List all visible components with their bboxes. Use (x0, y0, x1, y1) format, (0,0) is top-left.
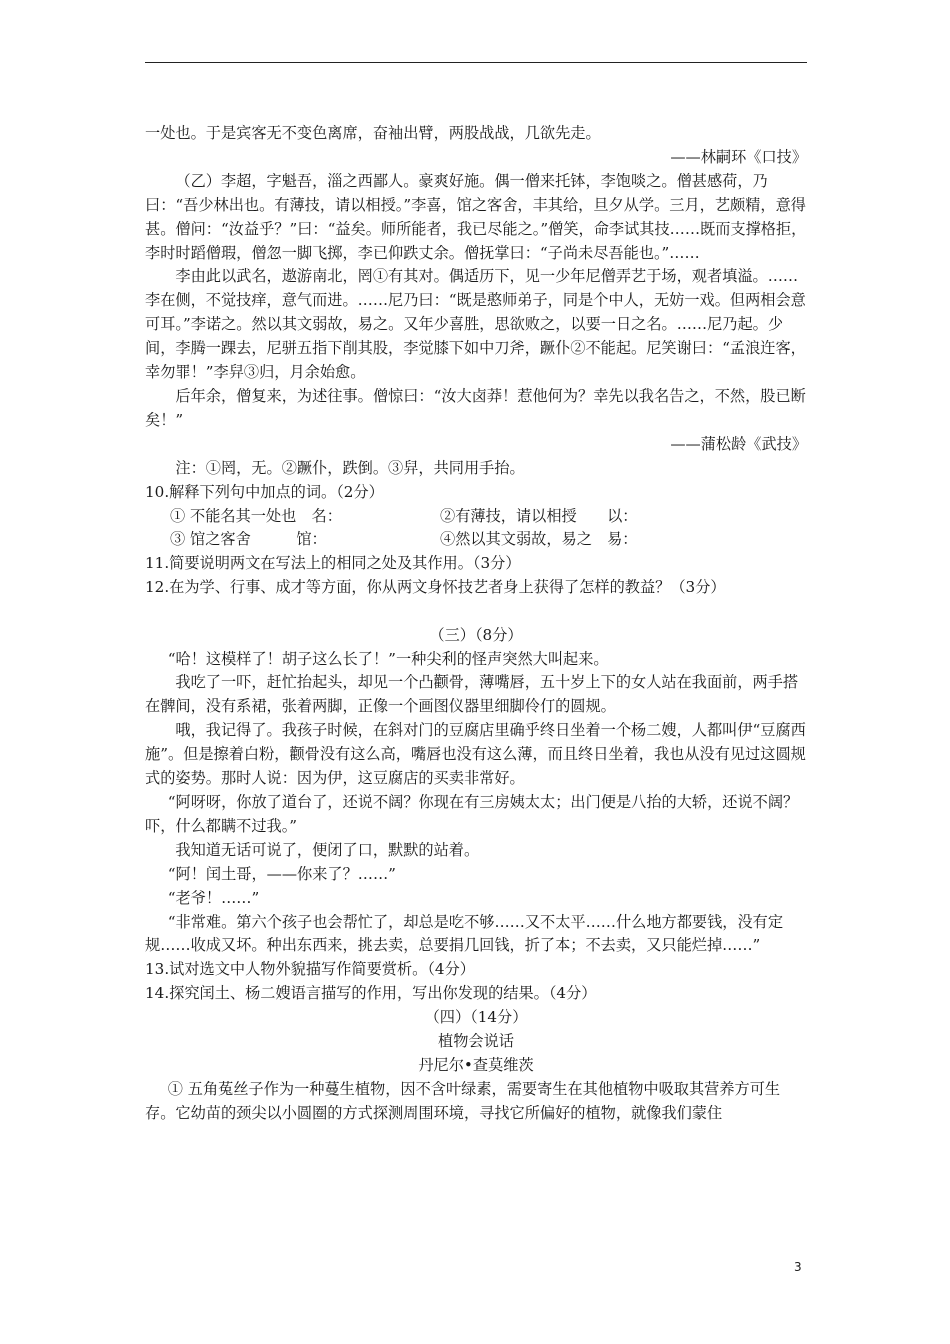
article-author: 丹尼尔•查莫维茨 (418, 1055, 534, 1074)
vocab-item-4: ④然以其文弱故，易之 易： (440, 530, 638, 549)
text-yi-p1: （乙）李超，字魁吾，淄之西鄙人。豪爽好施。偶一僧来托钵，李饱啖之。僧甚感荷，乃曰：“吾少林出也。有薄技，请以相授。”李喜，馆之客舍，丰其给，旦夕从学。三月，艺颇精，意得甚。僧问：“汝益乎？”曰：“益矣。师所能者，我已尽能之。”僧笑，命李试其技……既而支撑格拒，李时时蹈僧瑕，僧忽一脚飞掷，李已仰跌丈余。僧抚掌曰：“子尚未尽吾能也。”…… (145, 171, 807, 262)
text-p1: 一处也。于是宾客无不变色离席，奋袖出臂，两股战战，几欲先走。 (145, 124, 601, 142)
section-3-heading: （三）（8分） (429, 625, 523, 644)
question-10: 10.解释下列句中加点的词。（2分） (145, 482, 384, 501)
guxiang-p3: 哦，我记得了。我孩子时候，在斜对门的豆腐店里确乎终日坐着一个杨二嫂，人都叫伊“豆腐西施”。但是擦着白粉，颧骨没有这么高，嘴唇也没有这么薄，而且终日坐着，我也从没有见过这圆规式的姿势。那时人说：因为伊，这豆腐店的买卖非常好。 (145, 721, 806, 788)
question-12: 12.在为学、行事、成才等方面，你从两文身怀技艺者身上获得了怎样的教益？（3分） (145, 578, 726, 597)
source-wuji: ——蒲松龄《武技》 (670, 434, 807, 453)
article-p1: ① 五角菟丝子作为一种蔓生植物，因不含叶绿素，需要寄生在其他植物中吸取其营养方可生存。它幼苗的颈尖以小圆圈的方式探测周围环境，寻找它所偏好的植物，就像我们蒙住 (145, 1079, 781, 1122)
question-11: 11.简要说明两文在写法上的相同之处及其作用。（3分） (145, 554, 521, 573)
guxiang-p4: “阿呀呀，你放了道台了，还说不阔？你现在有三房姨太太；出门便是八抬的大轿，还说不阔？吓，什么都瞒不过我。” (145, 792, 799, 835)
page-content (145, 122, 807, 1126)
text-yi-p3: 后年余，僧复来，为述往事。僧惊曰：“汝大卤莽！惹他何为？幸先以我名告之，不然，股已断矣！” (145, 386, 806, 429)
section-4-heading: （四）（14分） (424, 1008, 528, 1027)
guxiang-p1: “哈！这模样了！胡子这么长了！”一种尖利的怪声突然大叫起来。 (167, 649, 609, 668)
guxiang-p8: “非常难。第六个孩子也会帮忙了，却总是吃不够……又不太平……什么地方都要钱，没有定规……收成又坏。种出东西来，挑去卖，总要捐几回钱，折了本；不去卖，又只能烂掉……” (145, 912, 784, 955)
vocab-item-2: ②有薄技，请以相授 以： (440, 506, 638, 525)
text-yi-p2: 李由此以武名，遨游南北，罔①有其对。偶适历下，见一少年尼僧弄艺于场，观者填溢。……李在侧，不觉技痒，意气而进。……尼乃曰：“既是憨师弟子，同是个中人，无妨一戏。但两相会意可耳。”李诺之。然以其文弱故，易之。又年少喜胜，思欲败之，以要一日之名。……尼乃起。少间，李腾一踝去，尼骈五指下削其股，李觉膝下如中刀斧，蹶仆②不能起。尼笑谢曰：“孟浪迕客，幸勿罪！”李舁③归，月余始愈。 (145, 267, 806, 382)
header-rule (145, 62, 807, 63)
guxiang-p5: 我知道无话可说了，便闭了口，默默的站着。 (175, 840, 480, 859)
question-14: 14.探究闰土、杨二嫂语言描写的作用，写出你发现的结果。（4分） (145, 984, 597, 1003)
guxiang-p2: 我吃了一吓，赶忙抬起头，却见一个凸颧骨，薄嘴唇，五十岁上下的女人站在我面前，两手搭在髀间，没有系裙，张着两脚，正像一个画图仪器里细脚伶仃的圆规。 (145, 673, 799, 716)
vocab-item-1: ① 不能名其一处也 名： (170, 506, 342, 525)
vocab-grid (145, 505, 807, 553)
article-title: 植物会说话 (438, 1032, 514, 1051)
source-kouji: ——林嗣环《口技》 (670, 147, 807, 166)
notes: 注：①罔，无。②蹶仆，跌倒。③舁，共同用手抬。 (175, 458, 525, 477)
guxiang-p6: “阿！闰土哥，——你来了？……” (167, 864, 396, 883)
page-number: 3 (794, 1260, 802, 1274)
vocab-item-3: ③ 馆之客舍 馆： (170, 530, 327, 549)
question-13: 13.试对选文中人物外貌描写作简要赏析。（4分） (145, 960, 475, 979)
guxiang-p7: “老爷！……” (167, 888, 260, 907)
